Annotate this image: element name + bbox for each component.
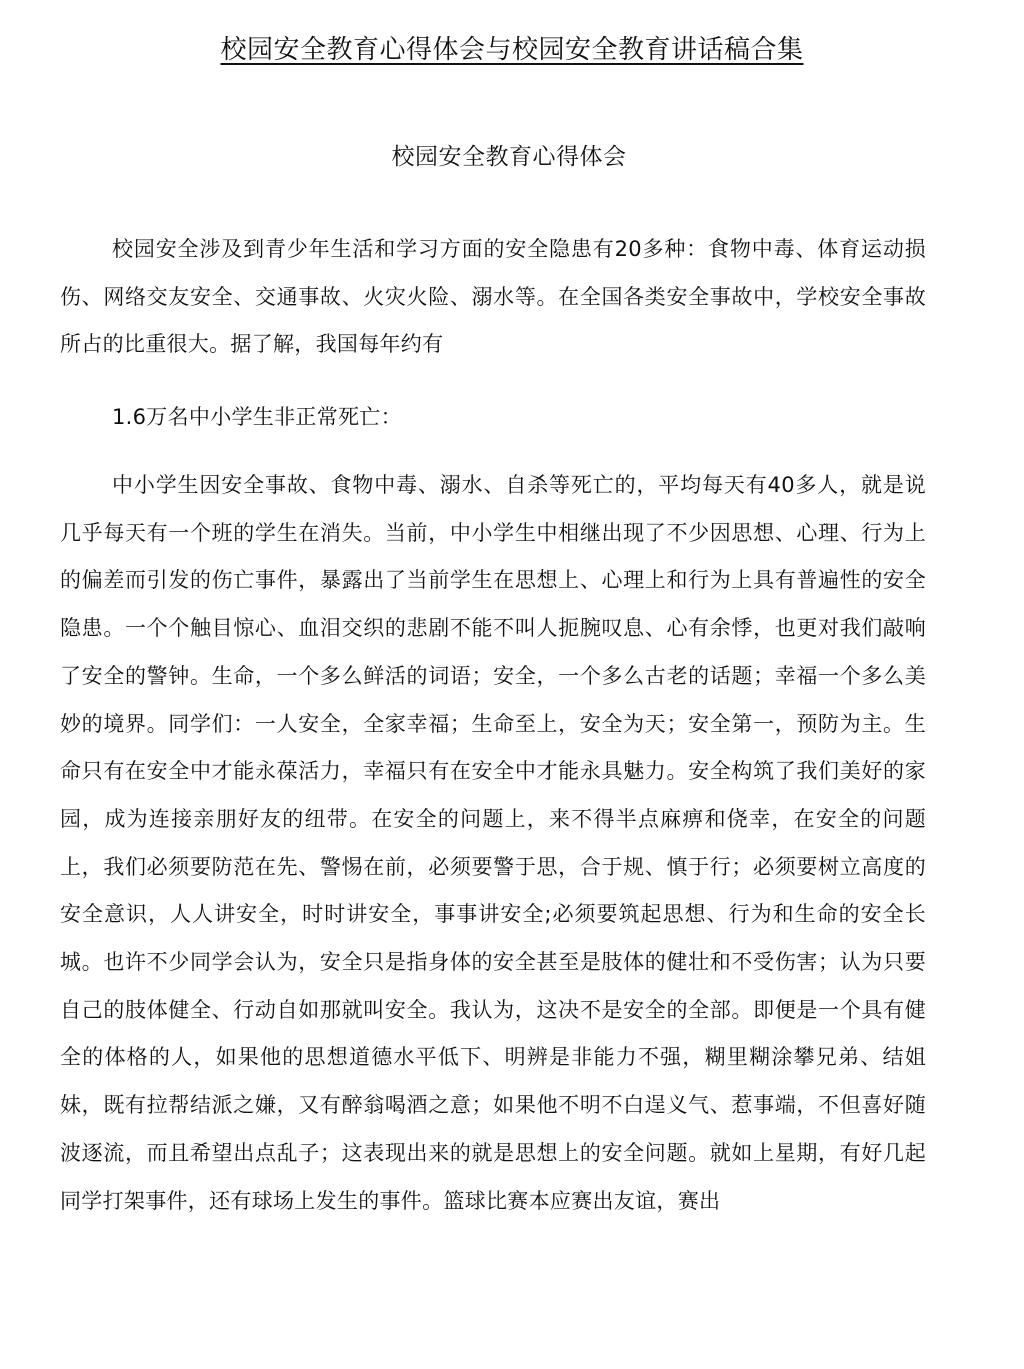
document-main-title: 校园安全教育心得体会与校园安全教育讲话稿合集: [220, 35, 804, 65]
paragraph-statistic: 1.6万名中小学生非正常死亡：: [112, 405, 402, 429]
section-title: 校园安全教育心得体会: [391, 144, 627, 170]
paragraph-body: 中小学生因安全事故、食物中毒、溺水、自杀等死亡的，平均每天有40多人，就是说几乎每天有一个班的学生在消失。当前，中小学生中相继出现了不少因思想、心理、行为上的偏差而引发的伤亡事件，暴露出了当前学生在思想上、心理上和行为上具有普遍性的安全隐患。一个个触目惊心、血泪交织的悲剧不能不叫人扼腕叹息、心有余悸，也更对我们敲响了安全的警钟。生命，一个多么鲜活的词语；安全，一个多么古老的话题；幸福一个多么美妙的境界。同学们：一人安全，全家幸福；生命至上，安全为天；安全第一，预防为主。生命只有在安全中才能永葆活力，幸福只有在安全中才能永具魅力。安全构筑了我们美好的家园，成为连接亲朋好友的纽带。在安全的问题上，来不得半点麻痹和侥幸，在安全的问题上，我们必须要防范在先、警惕在前，必须要警于思，合于规、慎于行；必须要树立高度的安全意识，人人讲安全，时时讲安全，事事讲安全;必须要筑起思想、行为和生命的安全长城。也许不少同学会认为，安全只是指身体的安全甚至是肢体的健壮和不受伤害；认为只要自己的肢体健全、行动自如那就叫安全。我认为，这决不是安全的全部。即便是一个具有健全的体格的人，如果他的思想道德水平低下、明辨是非能力不强，糊里糊涂攀兄弟、结姐妹，既有拉帮结派之嫌，又有醉翁喝酒之意；如果他不明不白逞义气、惹事端，不但喜好随波逐流，而且希望出点乱子；这表现出来的就是思想上的安全问题。就如上星期，有好几起同学打架事件，还有球场上发生的事件。篮球比赛本应赛出友谊，赛出: [60, 473, 926, 1213]
paragraph-intro: 校园安全涉及到青少年生活和学习方面的安全隐患有20多种：食物中毒、体育运动损伤、网络交友安全、交通事故、火灾火险、溺水等。在全国各类安全事故中，学校安全事故所占的比重很大。据了解，我国每年约有: [60, 237, 926, 357]
